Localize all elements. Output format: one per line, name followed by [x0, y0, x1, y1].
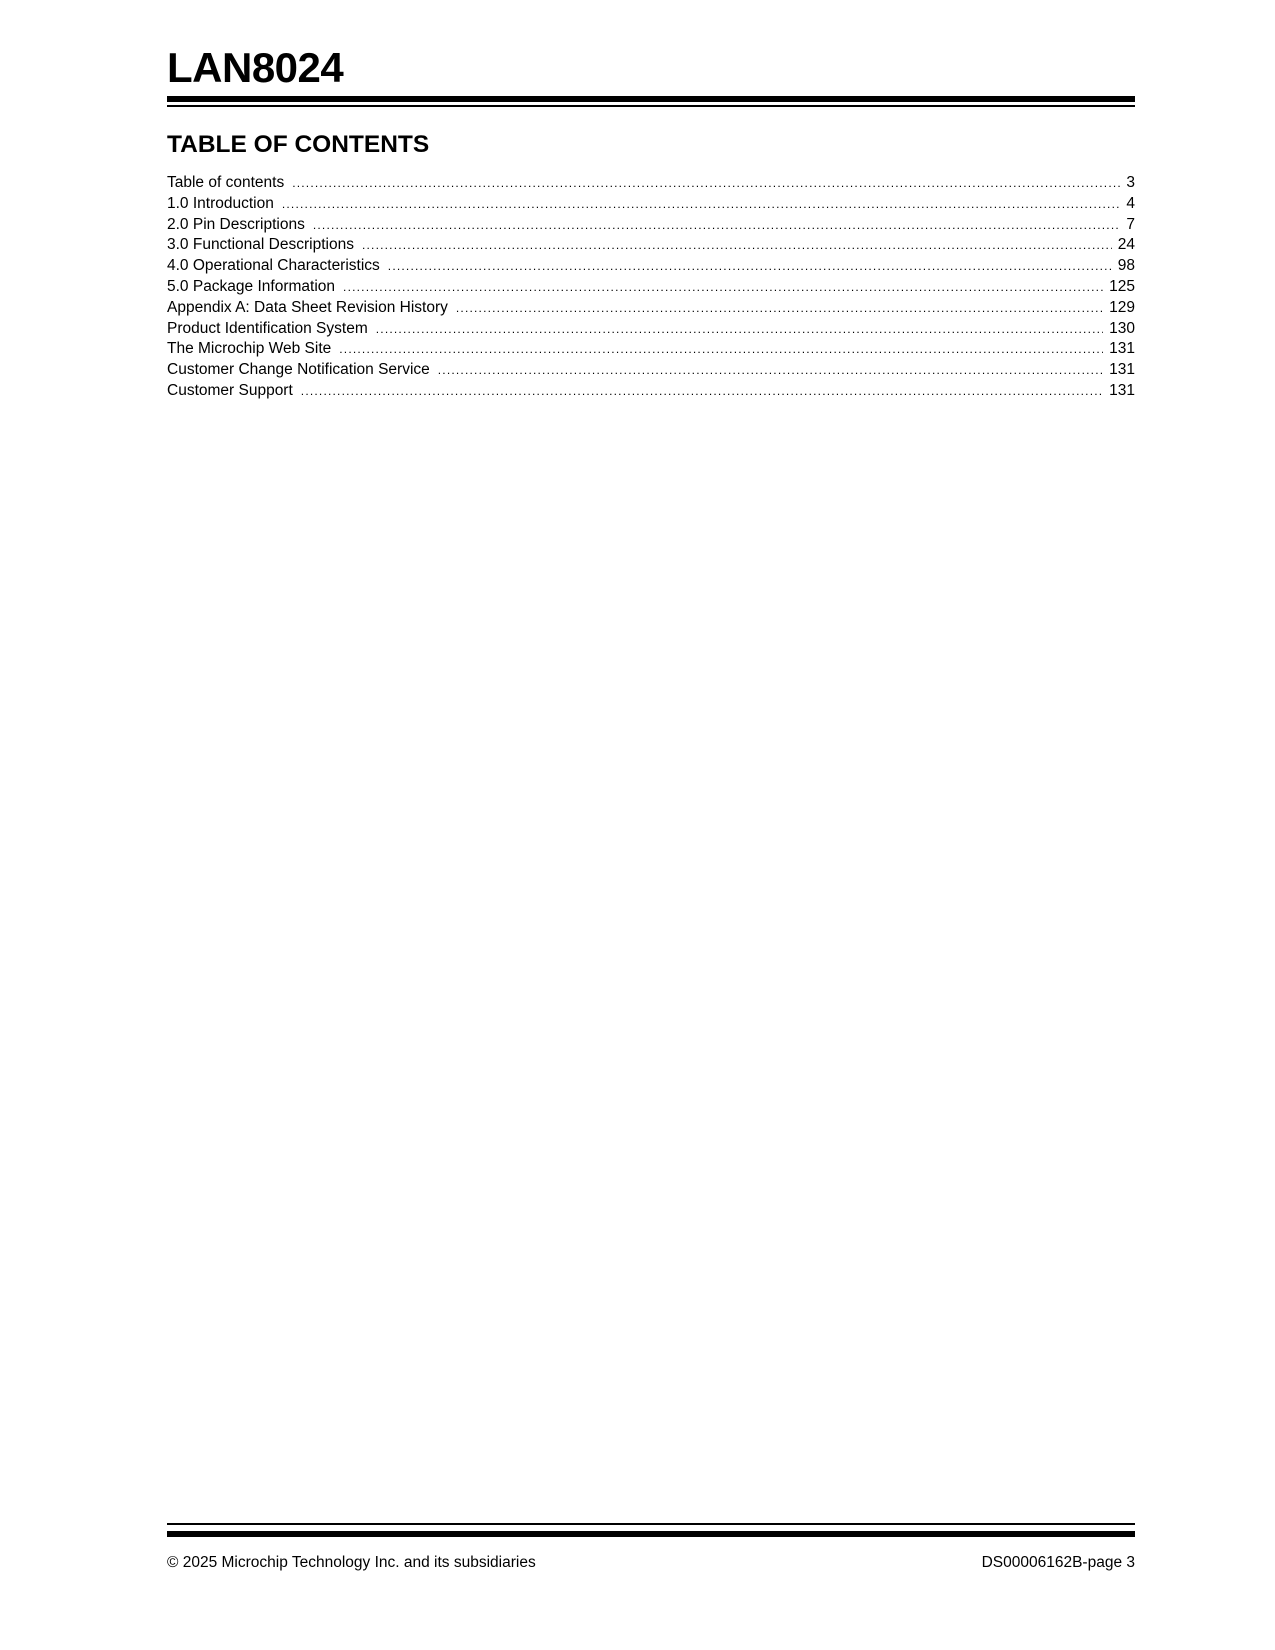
toc-entry-table-of-contents[interactable] — [167, 173, 1135, 194]
toc-entry-package-information[interactable] — [167, 277, 1135, 298]
toc-entry-functional-descriptions[interactable] — [167, 235, 1135, 256]
toc-entry-web-site[interactable] — [167, 339, 1135, 360]
toc-entry-page[interactable]: 4 — [1126, 194, 1135, 212]
toc-leader-dots — [339, 339, 1103, 360]
toc-entry-label[interactable]: 1.0 Introduction — [167, 194, 274, 212]
toc-entry-page[interactable]: 24 — [1117, 236, 1135, 254]
toc-entry-introduction[interactable] — [167, 194, 1135, 215]
toc-entry-change-notification[interactable] — [167, 360, 1135, 381]
toc-entry-page[interactable]: 131 — [1109, 381, 1135, 399]
toc-leader-dots — [376, 319, 1103, 340]
toc-leader-dots — [292, 173, 1120, 194]
toc-entry-operational-characteristics[interactable] — [167, 256, 1135, 277]
toc-entry-pin-descriptions[interactable] — [167, 215, 1135, 236]
footer-copyright: © 2025 Microchip Technology Inc. and its subsidiaries — [167, 1554, 536, 1571]
toc-list — [167, 173, 1135, 402]
toc-entry-page[interactable]: 131 — [1109, 340, 1135, 358]
toc-entry-label[interactable]: 4.0 Operational Characteristics — [167, 257, 380, 275]
toc-entry-page[interactable]: 98 — [1117, 257, 1135, 275]
toc-entry-label[interactable]: Appendix A: Data Sheet Revision History — [167, 298, 448, 316]
toc-leader-dots — [313, 215, 1121, 236]
toc-entry-product-identification[interactable] — [167, 319, 1135, 340]
toc-entry-label[interactable]: Customer Support — [167, 381, 293, 399]
toc-entry-label[interactable]: Table of contents — [167, 174, 285, 191]
toc-entry-label[interactable]: Customer Change Notification Service — [167, 361, 430, 379]
toc-heading: TABLE OF CONTENTS — [167, 131, 430, 158]
toc-entry-page[interactable]: 125 — [1109, 277, 1135, 295]
toc-leader-dots — [362, 235, 1112, 256]
toc-entry-label[interactable]: 5.0 Package Information — [167, 277, 336, 295]
toc-leader-dots — [438, 360, 1103, 381]
document-title: LAN8024 — [167, 44, 344, 91]
toc-entry-page[interactable]: 130 — [1109, 319, 1135, 337]
header-rule-thin — [167, 105, 1135, 107]
footer-page-reference: DS00006162B-page 3 — [981, 1554, 1135, 1571]
toc-entry-revision-history[interactable] — [167, 298, 1135, 319]
footer-rule-thin — [167, 1523, 1135, 1525]
toc-entry-label[interactable]: 3.0 Functional Descriptions — [167, 236, 354, 254]
toc-entry-page[interactable]: 131 — [1109, 361, 1135, 379]
toc-entry-page[interactable]: 7 — [1126, 215, 1135, 233]
footer-rule-thick — [167, 1531, 1135, 1537]
toc-leader-dots — [456, 298, 1103, 319]
toc-leader-dots — [301, 381, 1103, 402]
toc-leader-dots — [343, 277, 1103, 298]
header-rule-thick — [167, 96, 1135, 102]
toc-entry-page[interactable]: 129 — [1109, 298, 1135, 316]
toc-entry-label[interactable]: Product Identification System — [167, 319, 368, 337]
toc-entry-label[interactable]: The Microchip Web Site — [167, 340, 332, 358]
toc-leader-dots — [282, 194, 1121, 215]
toc-entry-page[interactable]: 3 — [1126, 174, 1135, 191]
toc-entry-customer-support[interactable] — [167, 381, 1135, 402]
toc-entry-label[interactable]: 2.0 Pin Descriptions — [167, 215, 305, 233]
toc-leader-dots — [388, 256, 1112, 277]
